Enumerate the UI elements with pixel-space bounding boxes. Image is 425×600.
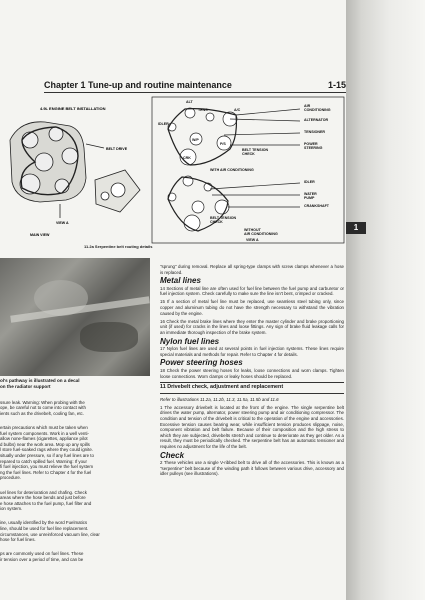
- alternator-label: ALTERNATOR: [304, 118, 329, 122]
- idler-label-2: IDLER: [304, 180, 315, 184]
- radiator-decal-photo: [0, 258, 150, 376]
- page-number: 1-15: [327, 80, 346, 90]
- photo-caption: ol's pathway is illustrated on a decal on the radiator support: [0, 378, 80, 389]
- crk-label: CRK: [183, 156, 191, 160]
- metal-lines-paragraph-15: 15 If a section of metal fuel line must be replaced, use seamless steel tubing only, since copper and aluminum tubing do not have the strength necessary to withstand the vibration caused by the engine.: [160, 299, 344, 316]
- nylon-paragraph-17: 17 Nylon fuel lines are used at several points in fuel injection systems. These lines require special materials and methods for repair. Refer to Chapter 4 for details.: [160, 346, 344, 357]
- main-view-label: MAIN VIEW: [30, 233, 50, 237]
- figure-caption: 11.2a Serpentine belt routing details: [84, 244, 153, 249]
- without-ac-label: WITHOUT AIR CONDITIONING: [244, 228, 278, 236]
- tensioner-label: TENSIONER: [304, 130, 325, 134]
- metal-lines-heading: Metal lines: [160, 276, 201, 286]
- metal-lines-paragraph-14: 14 Sections of metal line are often used for fuel line between the fuel pump and carburetor or fuel injection system. Check carefully to make sure the line isn't bent, crimped or cracked.: [160, 285, 344, 297]
- ps-label: P/S: [220, 142, 226, 146]
- check-paragraph-2: 2 These vehicles use a single V-ribbed belt to drive all of the accessories. This is known as a "serpentine" belt because of the winding path it follows between various drive, accessory and idler pulleys (see illustrations).: [160, 460, 344, 477]
- check-heading: Check: [160, 450, 185, 460]
- drivebelt-section-heading: 11 Drivebelt check, adjustment and replacement: [160, 382, 344, 394]
- belt-tension-check-label-2: BELT TENSION CHECK: [210, 216, 237, 224]
- chapter-tab: 1: [346, 222, 366, 234]
- illustration-reference: Refer to illustrations 11.2a, 11.2b, 11.3, 11.5a, 11.5b and 11.6: [160, 396, 279, 402]
- left-text-column: [0, 394, 150, 571]
- drivebelt-paragraph-1: 1 The accessory drivebelt is located at the front of the engine. The single serpentine belt drives the water pump, alternator, power steering pump and air conditioning compressor. The condition and tension of the drivebelt is critical to the operation of the engine and accessories. Excessive tension causes bearing wear, while insufficient tension produces slippage, noise, component vibration and belt failure. Because of their composition and the high stress to which they are subjected, drivebelts stretch and continue to deteriorate as they get older. As a result, they must be periodically checked. The serpentine belt has an automatic tensioner and requires no adjustment for the life of the belt.: [160, 404, 344, 449]
- left-paragraph: uel lines for deterioration and chafing. Check areas where the hose bends and just before e hose attaches to the fuel pump, fuel filter and ion system.: [0, 489, 92, 512]
- belt-drive-label: BELT DRIVE: [106, 147, 128, 151]
- serpentine-belt-routing-figure: [150, 95, 346, 245]
- ac-label: A/C: [234, 108, 241, 112]
- right-text-column: [160, 264, 344, 479]
- with-ac-label: WITH AIR CONDITIONING: [210, 168, 254, 172]
- power-steering-paragraph-18: 18 Check the power steering hoses for leaks, loose connections and worn clamps. Tighten loose connections. Worn clamps or leaky hoses should be replaced.: [160, 367, 344, 379]
- page-header: [44, 80, 346, 94]
- tens-label: TENS: [198, 108, 208, 112]
- power-steering-label: POWER STEERING: [304, 142, 323, 150]
- wp-label: W/P: [192, 138, 199, 142]
- left-paragraph: ertain precautions which must be taken when fuel system components. Work in a well venti- allow none-flames (cigarettes, appliance pilot d bulbs) near the work area. Mop up any spills l store fuel-soaked rags where they could ignite. situally under pressure, so if any fuel lines are to repared to catch spilled fuel. Warning: If your fi fuel injection, you must relieve the fuel system ng the fuel lines. Refer to Chapter 4 for the fuel procedure.: [0, 424, 94, 481]
- chapter-title: Chapter 1 Tune-up and routine maintenance: [44, 80, 232, 90]
- crankshaft-label: CRANKSHAFT: [304, 204, 329, 208]
- view-a-label: VIEW A: [56, 221, 69, 225]
- left-paragraph: ps are commonly used on fuel lines. These ir tension over a period of time, and can be: [0, 551, 84, 563]
- power-steering-hoses-heading: Power steering hoses: [160, 358, 243, 368]
- figure-left-title: 4.9L ENGINE BELT INSTALLATION: [40, 106, 106, 111]
- air-conditioning-label: AIR CONDITIONING: [304, 104, 331, 112]
- header-rule: [44, 92, 346, 93]
- nylon-fuel-lines-heading: Nylon fuel lines: [160, 336, 220, 346]
- alt-label: ALT: [186, 100, 193, 104]
- idler-label: IDLER: [158, 122, 169, 126]
- water-pump-label: WATER PUMP: [304, 192, 317, 200]
- left-paragraph: ssure leak. Warning: When probing with the ope, be careful not to come into contact with ients such as the drivebelt, cooling fan, etc.: [0, 399, 86, 416]
- metal-lines-paragraph-16: 16 Check the metal brake lines where they enter the master cylinder and brake proportioning unit (if used) for cracks in the lines and loose fittings. Any sign of brake fluid leakage calls for an immediate thorough inspection of the brake system.: [160, 318, 344, 335]
- intro-paragraph: "sprung" during removal. Replace all spring-type clamps with screw clamps whenever a hose is replaced.: [160, 264, 344, 275]
- view-a-label-2: VIEW A: [246, 238, 259, 242]
- engine-belt-installation-figure: [0, 100, 150, 240]
- book-binding-edge: [346, 0, 425, 600]
- left-paragraph: ine, usually identified by the word Fuelmatics line, should be used for fuel line replacement. circumstances, use unreinforced vacuum line, clear hose for fuel lines.: [0, 520, 100, 543]
- belt-tension-check-label: BELT TENSION CHECK: [242, 148, 269, 156]
